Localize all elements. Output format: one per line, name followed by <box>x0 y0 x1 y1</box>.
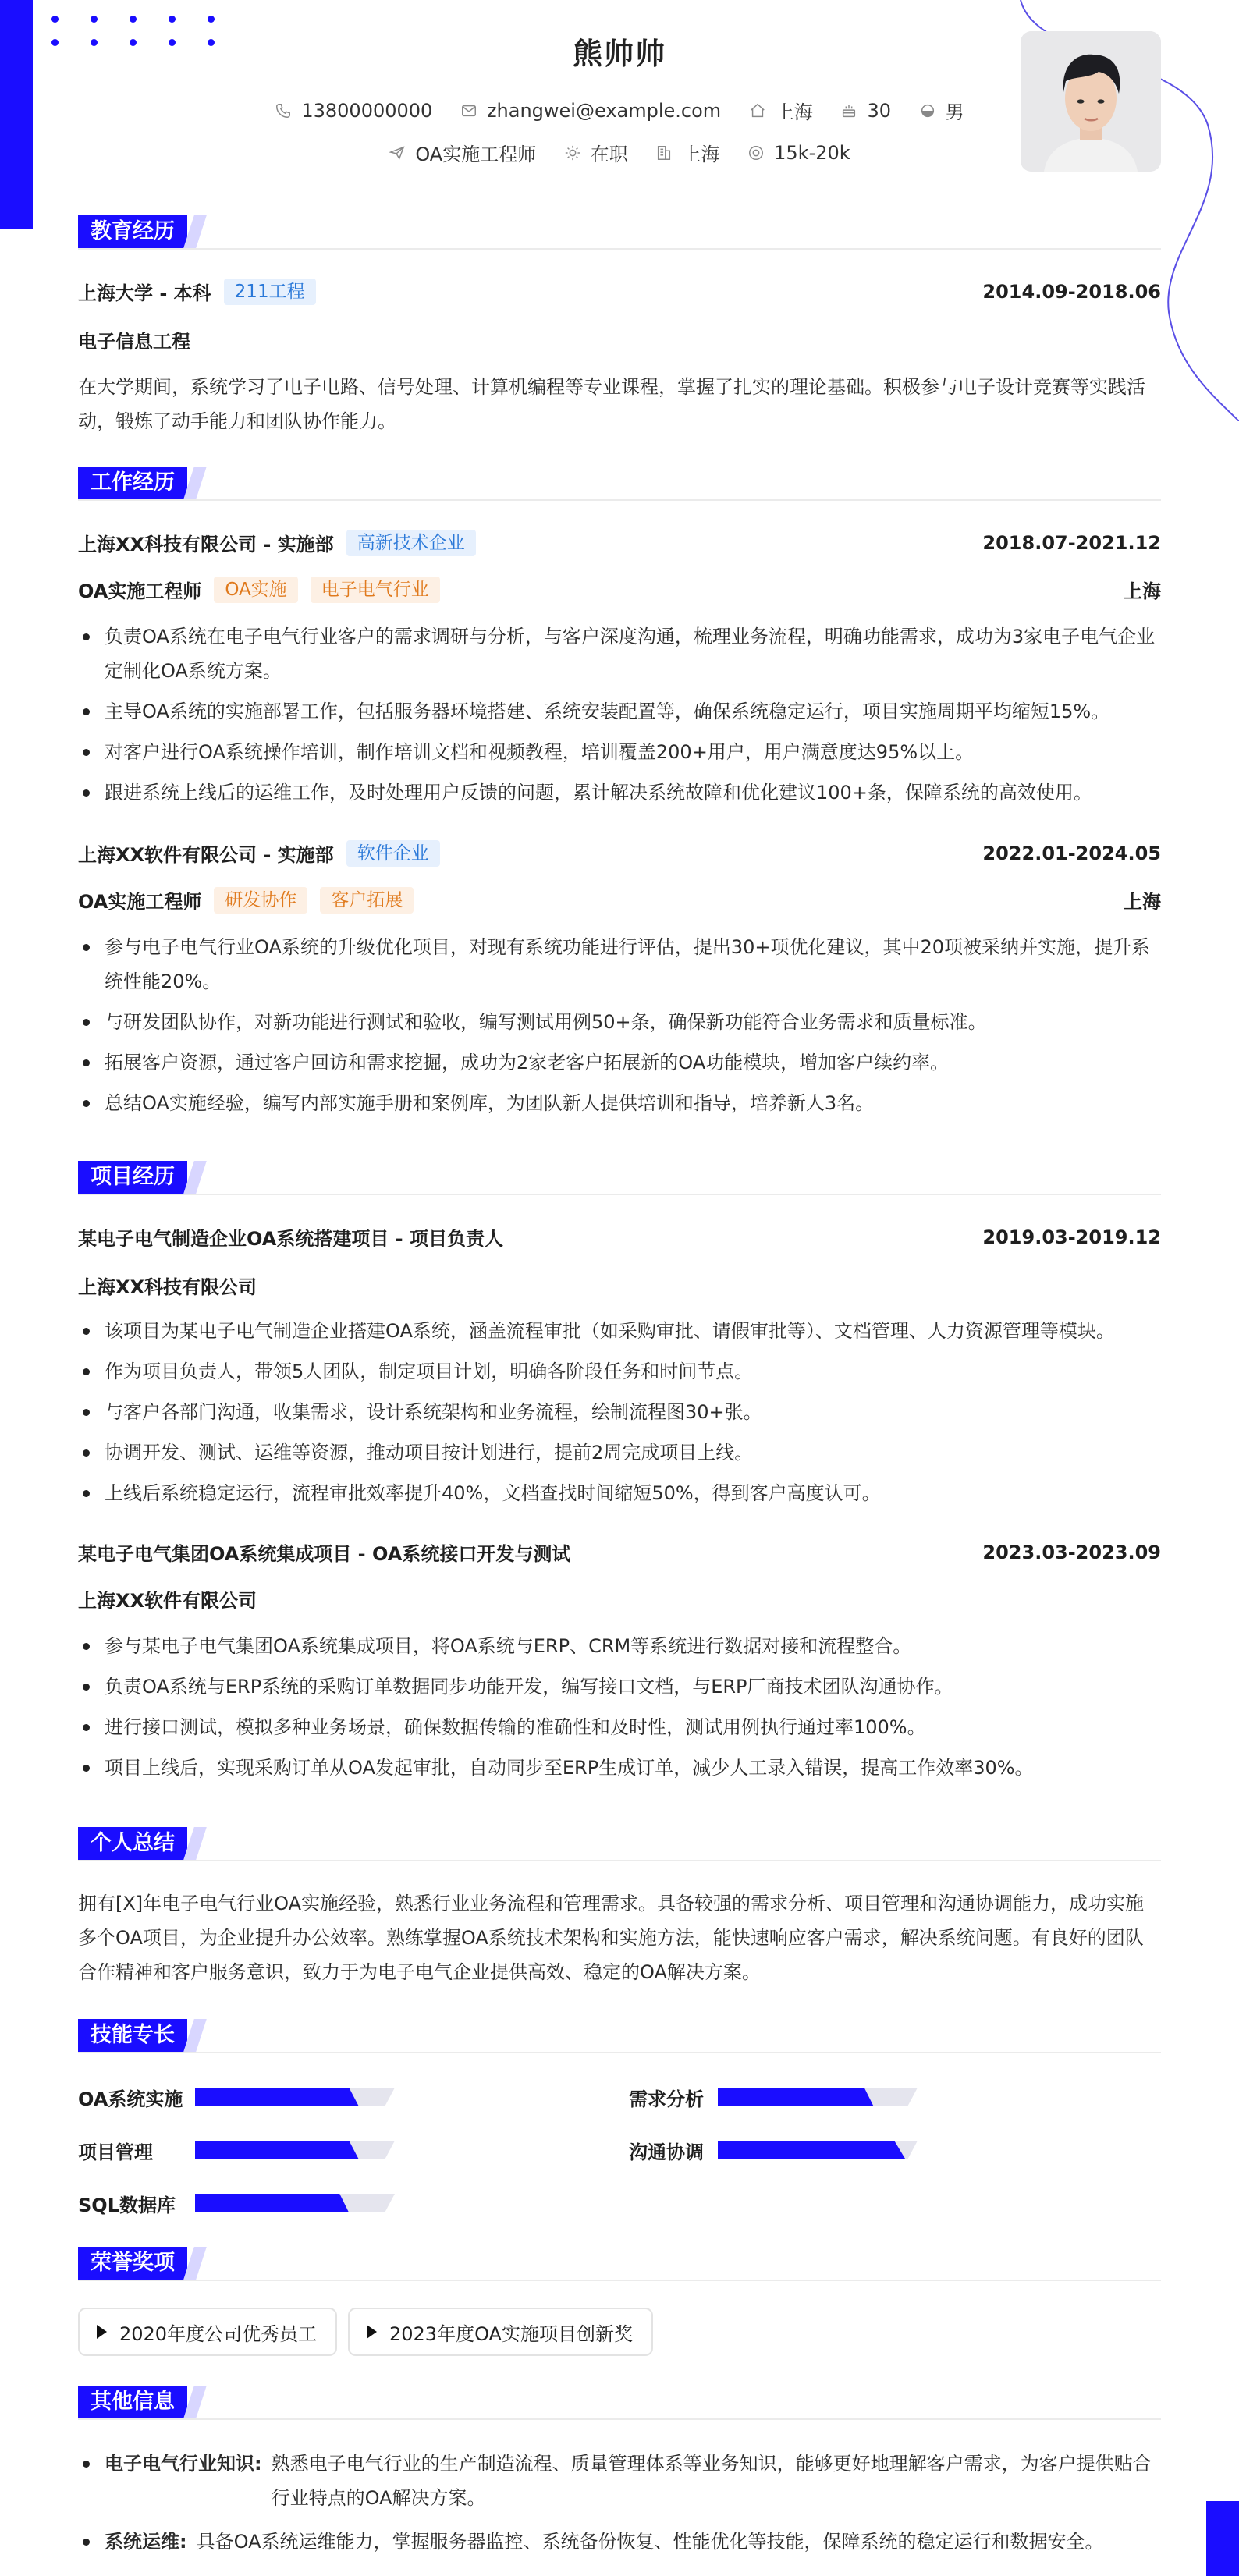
list-item: 总结OA实施经验，编写内部实施手册和案例库，为团队新人提供培训和指导，培养新人3名。 <box>78 1086 1161 1120</box>
summary-text: 拥有[X]年电子电气行业OA实施经验，熟悉行业业务流程和管理需求。具备较强的需求分析、项目管理和沟通协调能力，成功实施多个OA项目，为企业提升办公效率。熟练掌握OA系统技术架构和实施方法，能快速响应客户需求，解决系统问题。有良好的团队合作精神和客户服务意识，致力于为电子电气企业提供高效、稳定的OA解决方案。 <box>78 1893 1145 1983</box>
gender-icon <box>919 102 936 119</box>
job-2-role-row <box>78 886 1161 914</box>
age-text: 30 <box>867 99 891 122</box>
list-item: 拓展客户资源，通过客户回访和需求挖掘，成功为2家老客户拓展新的OA功能模块，增加客户续约率。 <box>78 1045 1161 1080</box>
email-text: zhangwei@example.com <box>486 99 722 122</box>
target-city-text: 上海 <box>682 144 720 165</box>
projects-title: 项目经历 <box>78 1161 187 1194</box>
skills-section-header <box>78 2019 1161 2053</box>
list-item: 参与电子电气行业OA系统的升级优化项目，对现有系统功能进行评估，提出30+项优化建议，其中20项被采纳并实施，提升系统性能20%。 <box>78 930 1161 999</box>
job-2-tag-2: 客户拓展 <box>320 887 414 914</box>
job-1-city: 上海 <box>1124 580 1161 602</box>
list-item: 主导OA系统的实施部署工作，包括服务器环境搭建、系统安装配置等，确保系统稳定运行，项目实施周期平均缩短15%。 <box>78 694 1161 729</box>
job-1-header-row <box>78 529 1161 556</box>
project-2-bullets <box>78 1629 1161 1791</box>
job-1-company: 上海XX科技有限公司 - 实施部 <box>78 534 334 555</box>
phone-icon <box>275 102 292 119</box>
other-item-value: 具备OA系统运维能力，掌握服务器监控、系统备份恢复、性能优化等技能，保障系统的稳定运行和数据安全。 <box>196 2531 1104 2553</box>
job-1-role-row <box>78 576 1161 603</box>
skill-bar <box>195 2141 395 2159</box>
project-1-name: 某电子电气制造企业OA系统搭建项目 - 项目负责人 <box>78 1228 504 1250</box>
coin-icon <box>747 144 765 161</box>
skill-item <box>78 2187 395 2219</box>
job-1-date: 2018.07-2021.12 <box>982 531 1161 554</box>
job-1-bullets <box>78 619 1161 816</box>
skill-item <box>629 2081 918 2113</box>
job-1-role: OA实施工程师 <box>78 580 202 602</box>
awards-title: 荣誉奖项 <box>78 2247 187 2280</box>
list-item <box>78 2446 1161 2515</box>
right-accent-bar <box>1206 2501 1239 2576</box>
major-row <box>78 326 1161 353</box>
education-description: 在大学期间，系统学习了电子电路、信号处理、计算机编程等专业课程，掌握了扎实的理论基础。积极参与电子设计竞赛等实践活动，锻炼了动手能力和团队协作能力。 <box>78 376 1145 432</box>
salary-text: 15k-20k <box>774 141 850 164</box>
triangle-icon <box>97 2325 107 2339</box>
skill-name: OA系统实施 <box>78 2088 183 2110</box>
skill-name: 需求分析 <box>629 2088 704 2110</box>
project-2-name: 某电子电气集团OA系统集成项目 - OA系统接口开发与测试 <box>78 1543 571 1565</box>
position-item <box>389 139 536 166</box>
other-section-header <box>78 2386 1161 2420</box>
education-section-header <box>78 215 1161 250</box>
list-item: 进行接口测试，模拟多种业务场景，确保数据传输的准确性和及时性，测试用例执行通过率100%。 <box>78 1710 1161 1744</box>
list-item: 负责OA系统在电子电气行业客户的需求调研与分析，与客户深度沟通，梳理业务流程，明确功能需求，成功为3家电子电气企业定制化OA系统方案。 <box>78 619 1161 688</box>
gender-text: 男 <box>945 101 964 123</box>
home-icon <box>749 102 766 119</box>
skill-item <box>78 2081 395 2113</box>
skill-item <box>629 2134 918 2166</box>
school-name: 上海大学 - 本科 <box>78 282 211 304</box>
list-item: 跟进系统上线后的运维工作，及时处理用户反馈的问题，累计解决系统故障和优化建议100+条，保障系统的高效使用。 <box>78 775 1161 810</box>
project-2-header-row <box>78 1538 1161 1566</box>
list-item: 参与某电子电气集团OA系统集成项目，将OA系统与ERP、CRM等系统进行数据对接和流程整合。 <box>78 1629 1161 1663</box>
job-1-tag-2: 电子电气行业 <box>311 577 440 603</box>
award-label: 2020年度公司优秀员工 <box>119 2322 318 2345</box>
list-item: 作为项目负责人，带领5人团队，制定项目计划，明确各阶段任务和时间节点。 <box>78 1354 1161 1389</box>
education-date: 2014.09-2018.06 <box>982 280 1161 303</box>
sun-icon <box>564 144 581 161</box>
list-item <box>78 2525 1161 2559</box>
salary-item <box>747 142 850 164</box>
job-2-company-tag: 软件企业 <box>346 840 440 867</box>
triangle-icon <box>367 2325 377 2339</box>
gender-item <box>919 97 964 124</box>
education-header-row <box>78 278 1161 305</box>
summary-title: 个人总结 <box>78 1827 187 1860</box>
building-icon <box>655 144 673 161</box>
project-2-company-row <box>78 1585 1161 1613</box>
summary-section-header <box>78 1827 1161 1861</box>
list-item: 协调开发、测试、运维等资源，推动项目按计划进行，提前2周完成项目上线。 <box>78 1435 1161 1470</box>
skill-bar <box>718 2141 918 2159</box>
skills-title: 技能专长 <box>78 2019 187 2052</box>
mail-icon <box>460 102 477 119</box>
job-2-tag-1: 研发协作 <box>214 887 307 914</box>
cake-icon <box>840 102 857 119</box>
project-1-header-row <box>78 1223 1161 1251</box>
position-text: OA实施工程师 <box>415 144 537 165</box>
awards-section-header <box>78 2247 1161 2281</box>
project-2-date: 2023.03-2023.09 <box>982 1541 1161 1563</box>
project-1-company-row <box>78 1272 1161 1299</box>
location-item <box>749 97 813 124</box>
phone-item <box>275 100 432 122</box>
job-2-city: 上海 <box>1124 891 1161 913</box>
target-city-item <box>655 139 719 166</box>
skill-name: 沟通协调 <box>629 2141 704 2163</box>
avatar <box>1021 31 1161 172</box>
phone-text: 13800000000 <box>301 99 433 122</box>
list-item: 负责OA系统与ERP系统的采购订单数据同步功能开发，编写接口文档，与ERP厂商技术团队沟通协作。 <box>78 1669 1161 1704</box>
skill-name: 项目管理 <box>78 2141 153 2163</box>
list-item: 对客户进行OA系统操作培训，制作培训文档和视频教程，培训覆盖200+用户，用户满意度达95%以上。 <box>78 735 1161 769</box>
project-1-company: 上海XX科技有限公司 <box>78 1276 257 1298</box>
list-item: 与研发团队协作，对新功能进行测试和验收，编写测试用例50+条，确保新功能符合业务需求和质量标准。 <box>78 1005 1161 1039</box>
skill-item <box>78 2134 395 2166</box>
other-item-value: 熟悉电子电气行业的生产制造流程、质量管理体系等业务知识，能够更好地理解客户需求，为客户提供贴合行业特点的OA解决方案。 <box>271 2453 1152 2509</box>
job-2-company: 上海XX软件有限公司 - 实施部 <box>78 844 334 866</box>
list-item: 上线后系统稳定运行，流程审批效率提升40%，文档查找时间缩短50%，得到客户高度认可。 <box>78 1476 1161 1510</box>
skill-name: SQL数据库 <box>78 2194 176 2216</box>
location-text: 上海 <box>775 101 813 123</box>
project-1-bullets <box>78 1314 1161 1517</box>
major-name: 电子信息工程 <box>78 331 190 353</box>
projects-section-header <box>78 1161 1161 1195</box>
work-title: 工作经历 <box>78 467 187 499</box>
award-item <box>348 2308 653 2356</box>
job-2-role: OA实施工程师 <box>78 891 202 913</box>
award-label: 2023年度OA实施项目创新奖 <box>389 2322 633 2345</box>
skill-bar <box>195 2088 395 2106</box>
job-2-date: 2022.01-2024.05 <box>982 842 1161 864</box>
list-item: 该项目为某电子电气制造企业搭建OA系统，涵盖流程审批（如采购审批、请假审批等）、文档管理、人力资源管理等模块。 <box>78 1314 1161 1348</box>
other-item-key: 系统运维: <box>105 2531 187 2553</box>
job-1-company-tag: 高新技术企业 <box>346 530 476 556</box>
list-item: 与客户各部门沟通，收集需求，设计系统架构和业务流程，绘制流程图30+张。 <box>78 1395 1161 1429</box>
age-item <box>840 100 891 122</box>
list-item: 项目上线后，实现采购订单从OA发起审批，自动同步至ERP生成订单，减少人工录入错误，提高工作效率30%。 <box>78 1751 1161 1785</box>
email-item <box>460 100 721 122</box>
school-tag: 211工程 <box>224 279 316 305</box>
job-2-header-row <box>78 839 1161 867</box>
award-item <box>78 2308 337 2356</box>
skill-bar <box>195 2194 395 2212</box>
other-title: 其他信息 <box>78 2386 187 2418</box>
other-info-list <box>78 2446 1161 2559</box>
job-2-bullets <box>78 930 1161 1127</box>
job-1-tag-1: OA实施 <box>214 577 297 603</box>
project-2-company: 上海XX软件有限公司 <box>78 1590 257 1612</box>
status-item <box>564 139 628 166</box>
other-item-key: 电子电气行业知识: <box>105 2453 262 2475</box>
candidate-name: 熊帅帅 <box>572 37 666 71</box>
send-icon <box>389 144 406 161</box>
project-1-date: 2019.03-2019.12 <box>982 1226 1161 1248</box>
work-section-header <box>78 467 1161 501</box>
status-text: 在职 <box>590 144 628 165</box>
skill-bar <box>718 2088 918 2106</box>
education-title: 教育经历 <box>78 215 187 248</box>
